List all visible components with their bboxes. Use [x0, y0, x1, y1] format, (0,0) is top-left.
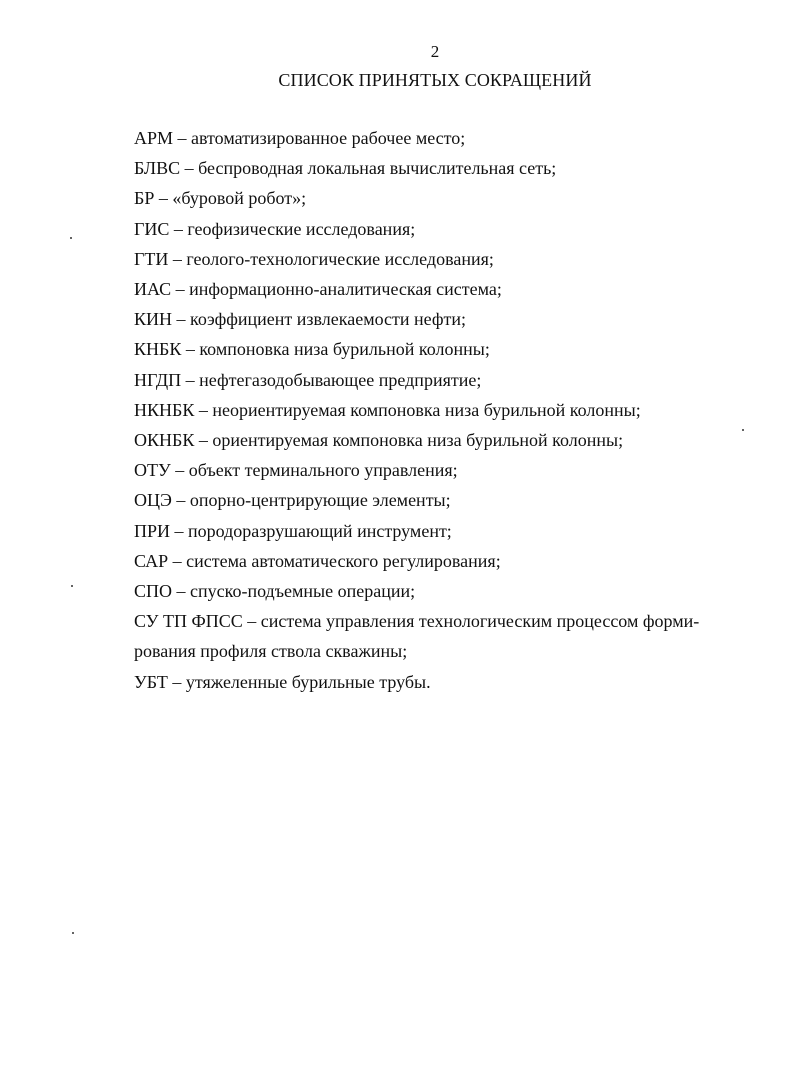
- page-number: 2: [430, 42, 440, 61]
- list-item: САР – система автоматического регулирования;: [134, 550, 501, 571]
- list-item: БР – «буровой робот»;: [134, 188, 307, 209]
- list-item: НГДП – нефтегазодобывающее предприятие;: [134, 369, 482, 390]
- scan-speck: [742, 429, 744, 431]
- list-item: ОЦЭ – опорно-центрирующие элементы;: [134, 490, 451, 511]
- list-item: БЛВС – беспроводная локальная вычислительная сеть;: [134, 158, 557, 179]
- scan-speck: [71, 585, 73, 587]
- list-item: ГТИ – геолого-технологические исследования;: [134, 248, 494, 269]
- list-item: ОТУ – объект терминального управления;: [134, 460, 458, 481]
- list-item: АРМ – автоматизированное рабочее место;: [134, 128, 466, 148]
- list-item: КНБК – компоновка низа бурильной колонны;: [134, 339, 490, 360]
- wrapped-line-2: рования профиля ствола скважины;: [134, 641, 408, 662]
- abbreviations-list: [134, 123, 734, 697]
- list-item: НКНБК – неориентируемая компоновка низа бурильной колонны;: [134, 399, 641, 420]
- scan-speck: [70, 237, 72, 239]
- page-title: СПИСОК ПРИНЯТЫХ СОКРАЩЕНИЙ: [278, 70, 592, 90]
- scan-speck: [72, 932, 74, 934]
- wrapped-line-1: СУ ТП ФПСС – система управления технологическим процессом форми-: [134, 611, 700, 632]
- list-item: ИАС – информационно-аналитическая система;: [134, 279, 502, 300]
- list-item: ПРИ – породоразрушающий инструмент;: [134, 520, 452, 541]
- list-item-wrapped: [134, 606, 734, 666]
- list-item: КИН – коэффициент извлекаемости нефти;: [134, 309, 467, 330]
- list-item: ГИС – геофизические исследования;: [134, 218, 416, 239]
- list-item: УБТ – утяжеленные бурильные трубы.: [134, 671, 431, 692]
- list-item: СПО – спуско-подъемные операции;: [134, 581, 416, 602]
- list-item: ОКНБК – ориентируемая компоновка низа бурильной колонны;: [134, 430, 624, 451]
